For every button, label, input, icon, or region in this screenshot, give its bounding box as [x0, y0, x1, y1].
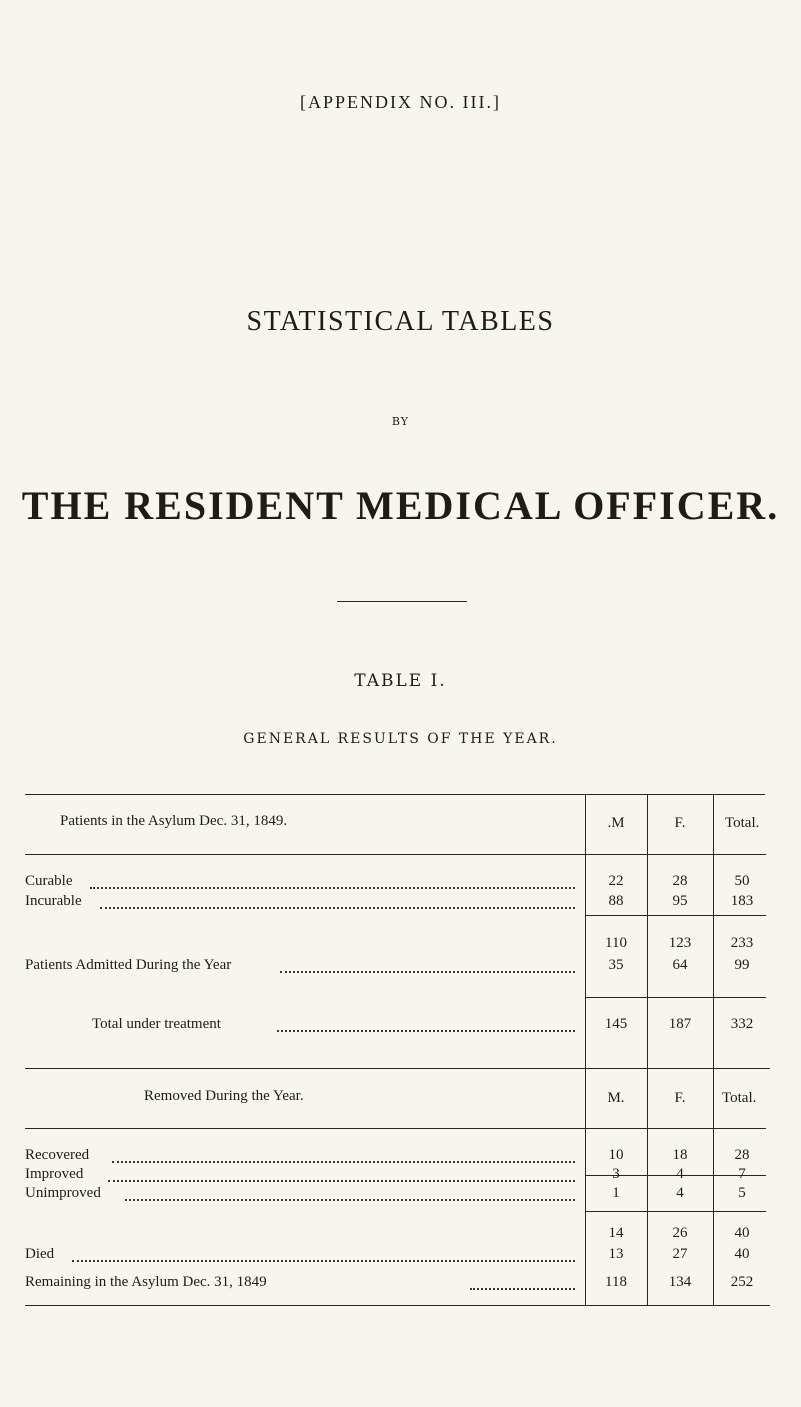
- header-rule-numbers-2: [586, 1128, 766, 1129]
- dot-leader: [100, 906, 575, 909]
- dot-leader: [112, 1160, 575, 1163]
- dot-leader: [277, 1029, 575, 1032]
- header-f: F.: [674, 815, 686, 831]
- recovered-total: 28: [734, 1147, 750, 1163]
- dot-leader: [280, 970, 575, 973]
- by-line: BY: [391, 415, 410, 428]
- table-bottom-rule: [25, 1305, 770, 1306]
- curable-f: 28: [672, 873, 688, 889]
- col-rule-f: [647, 794, 648, 1070]
- row-label-unimproved: Unimproved: [25, 1185, 101, 1201]
- unimproved-m: 1: [612, 1185, 620, 1201]
- row-label-remaining: Remaining in the Asylum Dec. 31, 1849: [25, 1274, 267, 1290]
- row-label-under-treatment: Total under treatment: [92, 1016, 221, 1032]
- dot-leader: [125, 1198, 575, 1201]
- died-total: 40: [734, 1246, 750, 1262]
- subtotal-total: 233: [730, 935, 754, 951]
- remaining-f: 134: [668, 1274, 692, 1290]
- header-patients-label: Patients in the Asylum Dec. 31, 1849.: [60, 813, 288, 829]
- appendix-heading: [APPENDIX NO. III.]: [300, 92, 501, 112]
- removed-subtotal-m: 14: [608, 1225, 624, 1241]
- table-top-rule: [25, 794, 765, 795]
- under-treatment-m: 145: [604, 1016, 628, 1032]
- incurable-m: 88: [608, 893, 624, 909]
- died-f: 27: [672, 1246, 688, 1262]
- header-rule-numbers: [586, 854, 766, 855]
- curable-total: 50: [734, 873, 750, 889]
- remaining-m: 118: [605, 1274, 627, 1290]
- subtotal-f: 123: [668, 935, 692, 951]
- header-total-2: Total.: [722, 1090, 757, 1106]
- header-rule: [25, 854, 585, 855]
- subtotal-rule: [586, 915, 766, 916]
- dot-leader: [470, 1287, 575, 1290]
- removed-subtotal-total: 40: [734, 1225, 750, 1241]
- row-label-admitted: Patients Admitted During the Year: [25, 957, 232, 973]
- admitted-rule: [586, 997, 766, 998]
- col-rule-f-2: [647, 1068, 648, 1305]
- page-title: STATISTICAL TABLES: [246, 306, 555, 337]
- unimproved-total: 5: [738, 1185, 746, 1201]
- recovered-m: 10: [608, 1147, 624, 1163]
- improved-f: 4: [676, 1166, 684, 1182]
- remaining-total: 252: [730, 1274, 754, 1290]
- dot-leader: [108, 1179, 575, 1182]
- table-label: TABLE I.: [354, 671, 447, 691]
- incurable-f: 95: [672, 893, 688, 909]
- improved-total: 7: [738, 1166, 746, 1182]
- table-subtitle: GENERAL RESULTS OF THE YEAR.: [243, 731, 558, 747]
- row-label-recovered: Recovered: [25, 1147, 90, 1163]
- admitted-total: 99: [734, 957, 750, 973]
- header-m: .M: [607, 815, 625, 831]
- died-rule: [586, 1211, 766, 1212]
- header-f-2: F.: [674, 1090, 686, 1106]
- dot-leader: [72, 1259, 575, 1262]
- recovered-f: 18: [672, 1147, 688, 1163]
- subtotal-m: 110: [605, 935, 627, 951]
- section-divider: [25, 1068, 770, 1069]
- died-m: 13: [608, 1246, 624, 1262]
- under-treatment-total: 332: [730, 1016, 754, 1032]
- header-total: Total.: [725, 815, 760, 831]
- admitted-f: 64: [672, 957, 688, 973]
- unimproved-f: 4: [676, 1185, 684, 1201]
- title-divider: [337, 601, 467, 602]
- row-label-incurable: Incurable: [25, 893, 82, 909]
- removed-subtotal-f: 26: [672, 1225, 688, 1241]
- incurable-total: 183: [730, 893, 754, 909]
- row-label-curable: Curable: [25, 873, 73, 889]
- author-heading: THE RESIDENT MEDICAL OFFICER.: [21, 483, 780, 528]
- improved-m: 3: [612, 1166, 620, 1182]
- header-removed-label: Removed During the Year.: [144, 1088, 304, 1104]
- header-m-2: M.: [607, 1090, 625, 1106]
- dot-leader: [90, 886, 575, 889]
- header-rule-2: [25, 1128, 585, 1129]
- row-label-improved: Improved: [25, 1166, 84, 1182]
- admitted-m: 35: [608, 957, 624, 973]
- row-label-died: Died: [25, 1246, 55, 1262]
- curable-m: 22: [608, 873, 624, 889]
- under-treatment-f: 187: [668, 1016, 692, 1032]
